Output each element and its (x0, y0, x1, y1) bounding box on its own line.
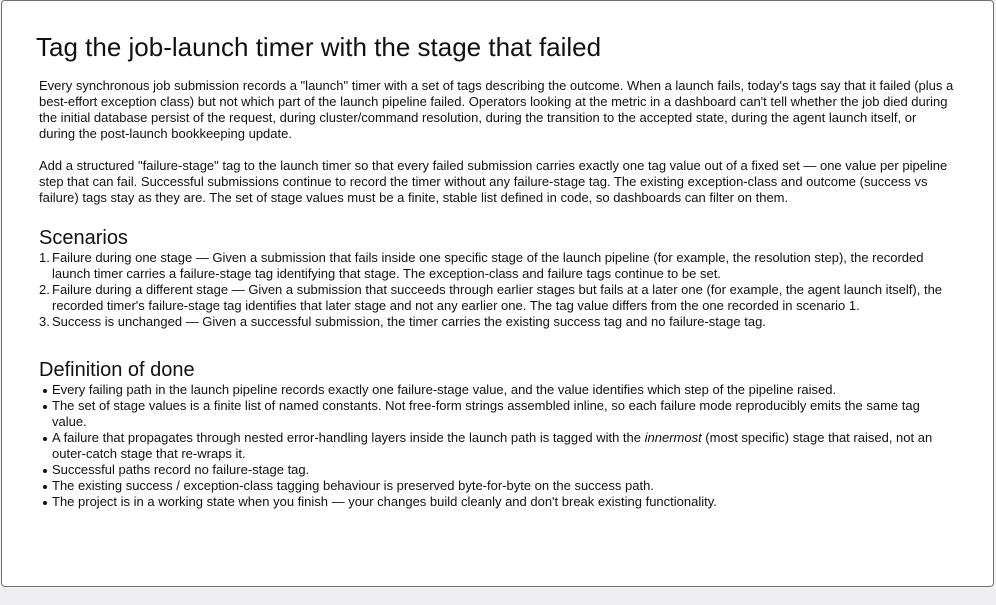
scenario-text: Failure during one stage — Given a submission that fails inside one specific stage of the launch pipeline (for example, the resolution step), the recorded launch timer carries a failure-stage tag identifying that stage. The exception-class and failure tags continue to be set. (52, 250, 924, 281)
scenarios-heading: Scenarios (39, 227, 128, 249)
intro-paragraph: Every synchronous job submission records a "launch" timer with a set of tags describing the outcome. When a launch fails, today's tags say that it failed (plus a best-effort exception class) but not which part of the launch pipeline failed. Operators looking at the metric in a dashboard can't tell whether the job died during the initial database persist of the request, during cluster/command resolution, during the transition to the accepted state, during the agent launch itself, or during the post-launch bookkeeping update. (39, 78, 954, 141)
scenario-number: 2. (39, 282, 50, 297)
done-item: Successful paths record no failure-stage tag. (39, 462, 955, 478)
scenario-text: Failure during a different stage — Given a submission that succeeds through earlier stages but fails at a later one (for example, the agent launch itself), the recorded timer's failure-stage tag identifies that later stage and not any earlier one. The tag value differs from the one recorded in scenario 1. (52, 282, 943, 313)
page-background-strip (0, 588, 996, 605)
done-item: The set of stage values is a finite list of named constants. Not free-form strings assembled inline, so each failure mode reproducibly emits the same tag value. (39, 398, 955, 430)
scenarios-list (39, 250, 955, 330)
task-card (1, 0, 994, 587)
scenario-item (39, 314, 955, 330)
scenario-number: 3. (39, 314, 50, 329)
done-item: The existing success / exception-class tagging behaviour is preserved byte-for-byte on the success path. (39, 478, 955, 494)
done-item (39, 430, 955, 462)
done-item: The project is in a working state when you finish — your changes build cleanly and don't break existing functionality. (39, 494, 955, 510)
done-item-text: (most specific) stage that raised, not an outer-catch stage that re-wraps it. (52, 430, 933, 461)
page-title: Tag the job-launch timer with the stage that failed (36, 32, 602, 62)
done-item: Every failing path in the launch pipeline records exactly one failure-stage value, and the value identifies which step of the pipeline raised. (39, 382, 955, 398)
requirement-paragraph: Add a structured "failure-stage" tag to the launch timer so that every failed submission carries exactly one tag value out of a fixed set — one value per pipeline step that can fail. Successful submissions continue to record the timer without any failure-stage tag. The existing exception-class and outcome (success vs failure) tags stay as they are. The set of stage values must be a finite, stable list defined in code, so dashboards can filter on them. (39, 158, 948, 205)
task-description (39, 78, 955, 510)
scenario-item (39, 282, 955, 314)
done-item-text: A failure that propagates through nested error-handling layers inside the launch path is tagged with the (52, 430, 645, 445)
scenario-item (39, 250, 955, 282)
scenario-text: Success is unchanged — Given a successful submission, the timer carries the existing success tag and no failure-stage tag. (52, 314, 766, 329)
scenario-number: 1. (39, 250, 50, 265)
definition-of-done-heading: Definition of done (39, 359, 195, 381)
done-item-emphasis: innermost (644, 430, 702, 445)
definition-of-done-list (39, 382, 955, 510)
